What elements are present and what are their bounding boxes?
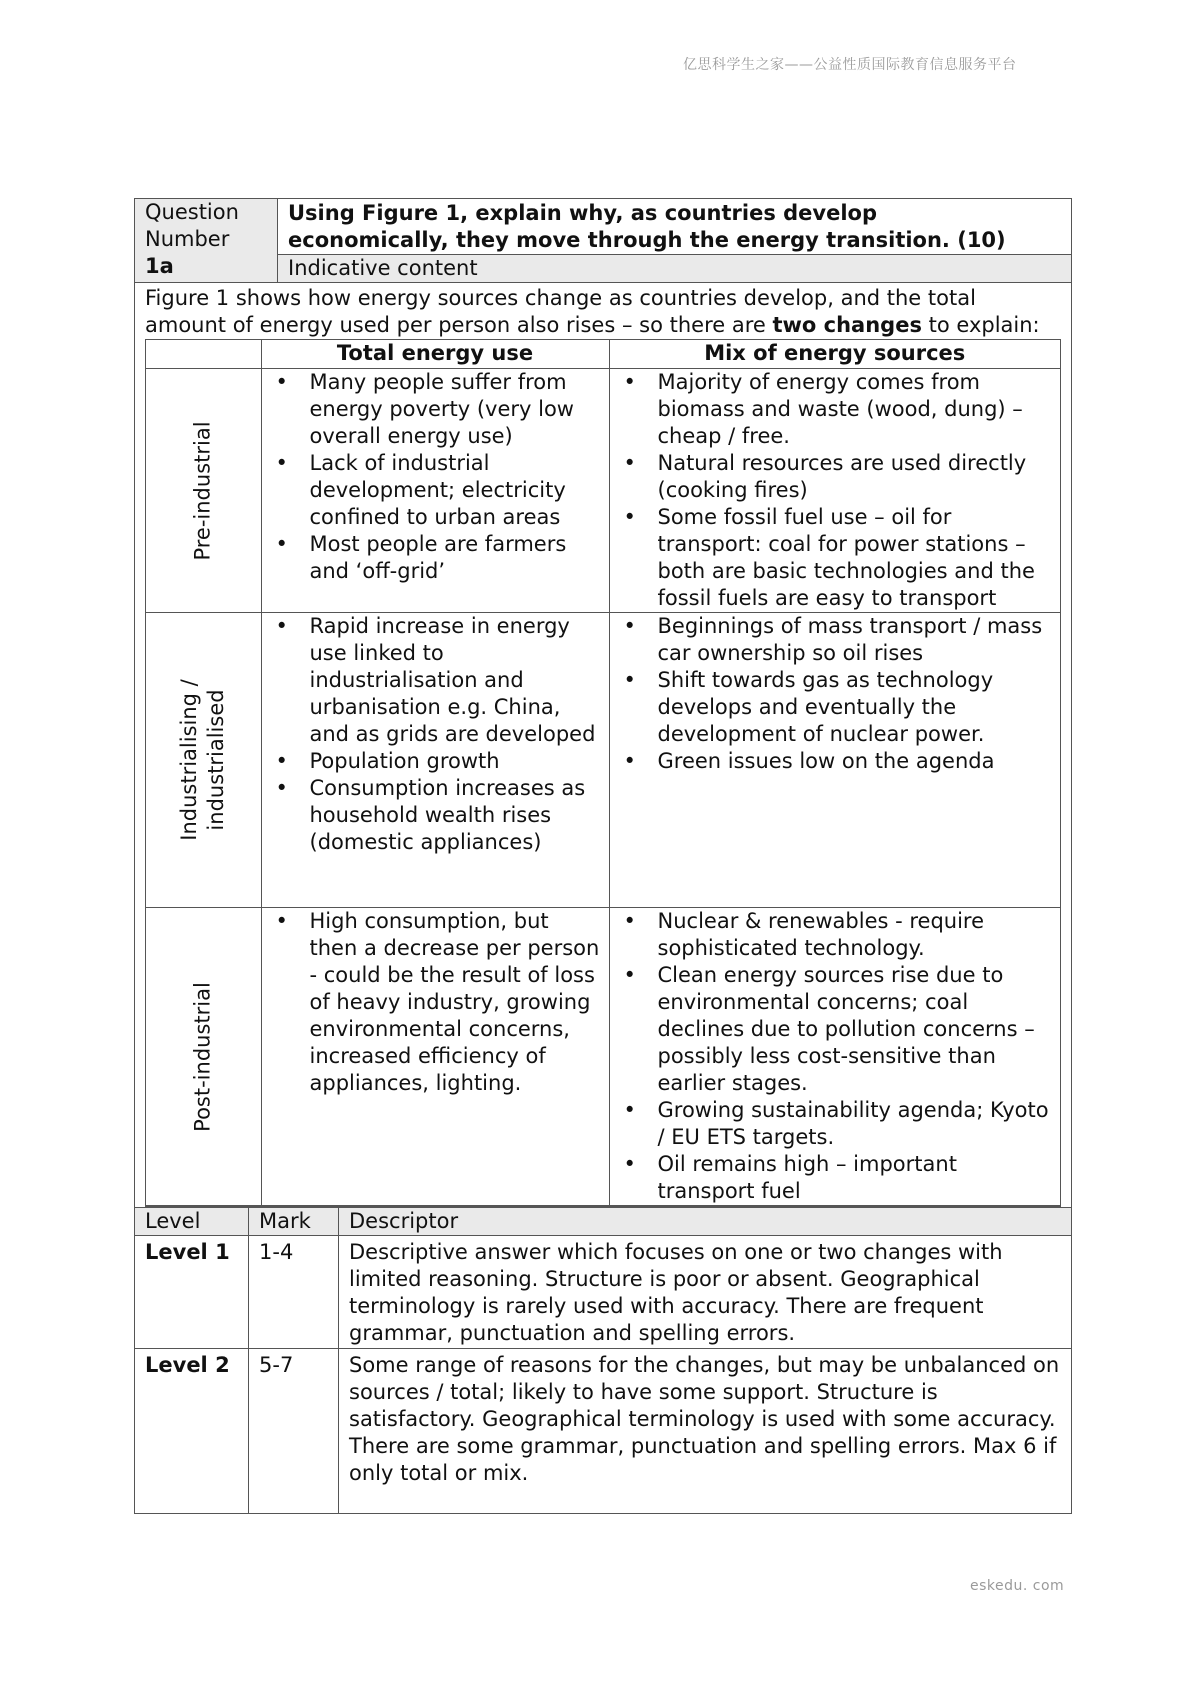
bullet-item: • Shift towards gas as technology develops and eventually the development of nuclear power. [610,667,1055,748]
intro-paragraph [135,282,1071,339]
question-label-line2: Number [145,227,230,251]
intro-bold: two changes [772,313,922,337]
stage-label-cell [146,613,261,908]
stage-label-cell [146,369,261,613]
question-number-cell [135,199,278,282]
indicative-content-label: Indicative content [278,254,1071,282]
bullet-list [262,908,609,1097]
bullet-item: • Many people suffer from energy poverty (very low overall energy use) [262,369,603,450]
bullet-item: • Population growth [262,748,603,775]
bullet-item: • Most people are farmers and ‘off-grid’ [262,531,603,585]
levels-header-mark: Mark [249,1208,339,1235]
intro-text-before: Figure 1 shows how energy sources change as countries develop, and the total amount of energy used per person also rises – so there are [145,286,976,337]
stage-label [176,679,230,841]
header-mix-of-energy-sources: Mix of energy sources [609,340,1060,369]
bullet-item: • Beginnings of mass transport / mass car ownership so oil rises [610,613,1055,667]
question-title [278,199,1071,254]
bullet-item: • High consumption, but then a decrease per person - could be the result of loss of heavy industry, growing environmental concerns, increased efficiency of appliances, lighting. [262,908,603,1097]
table-header-row [146,340,1060,369]
level-descriptor: Some range of reasons for the changes, but may be unbalanced on sources / total; likely to have some support. Structure is satisfactory. Geographical terminology is used with some accuracy. There are some grammar, punctuation and spelling errors. Max 6 if only total or mix. [349,1353,1060,1485]
mark-scheme-sheet [134,198,1072,1514]
levels-header-descriptor: Descriptor [349,1209,459,1233]
total-energy-use-cell [261,369,609,613]
stage-label-line: Industrialising / [177,679,202,841]
energy-mix-cell [609,613,1060,908]
bullet-list [610,908,1061,1205]
bullet-item: • Growing sustainability agenda; Kyoto / EU ETS targets. [610,1097,1055,1151]
total-energy-use-cell [261,613,609,908]
bullet-list [262,369,609,585]
bullet-list [610,369,1061,612]
stage-label-line: Pre-industrial [190,420,215,561]
bullet-list [610,613,1061,775]
level-row [135,1348,1071,1513]
stage-row [146,613,1060,908]
bullet-item: • Some fossil fuel use – oil for transport: coal for power stations – both are basic technologies and the fossil fuels are easy to transport [610,504,1055,612]
stage-label-line: Post-industrial [190,981,215,1132]
bullet-item: • Consumption increases as household wealth rises (domestic appliances) [262,775,603,856]
question-label-line1: Question [145,200,239,224]
bullet-item: • Green issues low on the agenda [610,748,1055,775]
energy-mix-cell [609,369,1060,613]
stage-label [190,982,217,1132]
watermark-top: 亿思科学生之家——公益性质国际教育信息服务平台 [683,57,1017,73]
level-name: Level 2 [135,1349,249,1513]
level-name: Level 1 [135,1236,249,1348]
level-descriptor: Descriptive answer which focuses on one or two changes with limited reasoning. Structure is poor or absent. Geographical terminology is rarely used with accuracy. There are frequent grammar, punctuation and spelling errors. [349,1240,1003,1345]
level-row [135,1235,1071,1348]
bullet-item: • Majority of energy comes from biomass and waste (wood, dung) – cheap / free. [610,369,1055,450]
levels-header-row [135,1207,1071,1235]
stage-row [146,908,1060,1206]
question-title-line2: economically, they move through the energy transition. (10) [288,228,1006,252]
levels-header-level: Level [135,1208,249,1235]
bullet-list [262,613,609,856]
stage-label-cell [146,908,261,1206]
total-energy-use-cell [261,908,609,1206]
header-total-energy-use: Total energy use [261,340,609,369]
stage-label [190,421,217,560]
question-number: 1a [145,254,174,278]
bullet-item: • Clean energy sources rise due to environmental concerns; coal declines due to pollution concerns – possibly less cost-sensitive than earlier stages. [610,962,1055,1097]
question-title-line1: Using Figure 1, explain why, as countries develop [288,201,877,225]
stage-row [146,369,1060,613]
bullet-item: • Natural resources are used directly (cooking fires) [610,450,1055,504]
bullet-item: • Lack of industrial development; electricity confined to urban areas [262,450,603,531]
energy-mix-cell [609,908,1060,1206]
level-mark: 1-4 [249,1236,339,1348]
stage-label-line: industrialised [204,689,229,831]
question-right-cell [278,199,1071,282]
bullet-item: • Oil remains high – important transport fuel [610,1151,1055,1205]
intro-text-after: to explain: [921,313,1040,337]
energy-transition-table [145,339,1061,1207]
watermark-bottom: eskedu. com [970,1578,1065,1594]
bullet-item: • Rapid increase in energy use linked to industrialisation and urbanisation e.g. China, and as grids are developed [262,613,603,748]
level-mark: 5-7 [249,1349,339,1513]
question-header [135,199,1071,282]
bullet-item: • Nuclear & renewables - require sophisticated technology. [610,908,1055,962]
header-stage [146,340,261,369]
